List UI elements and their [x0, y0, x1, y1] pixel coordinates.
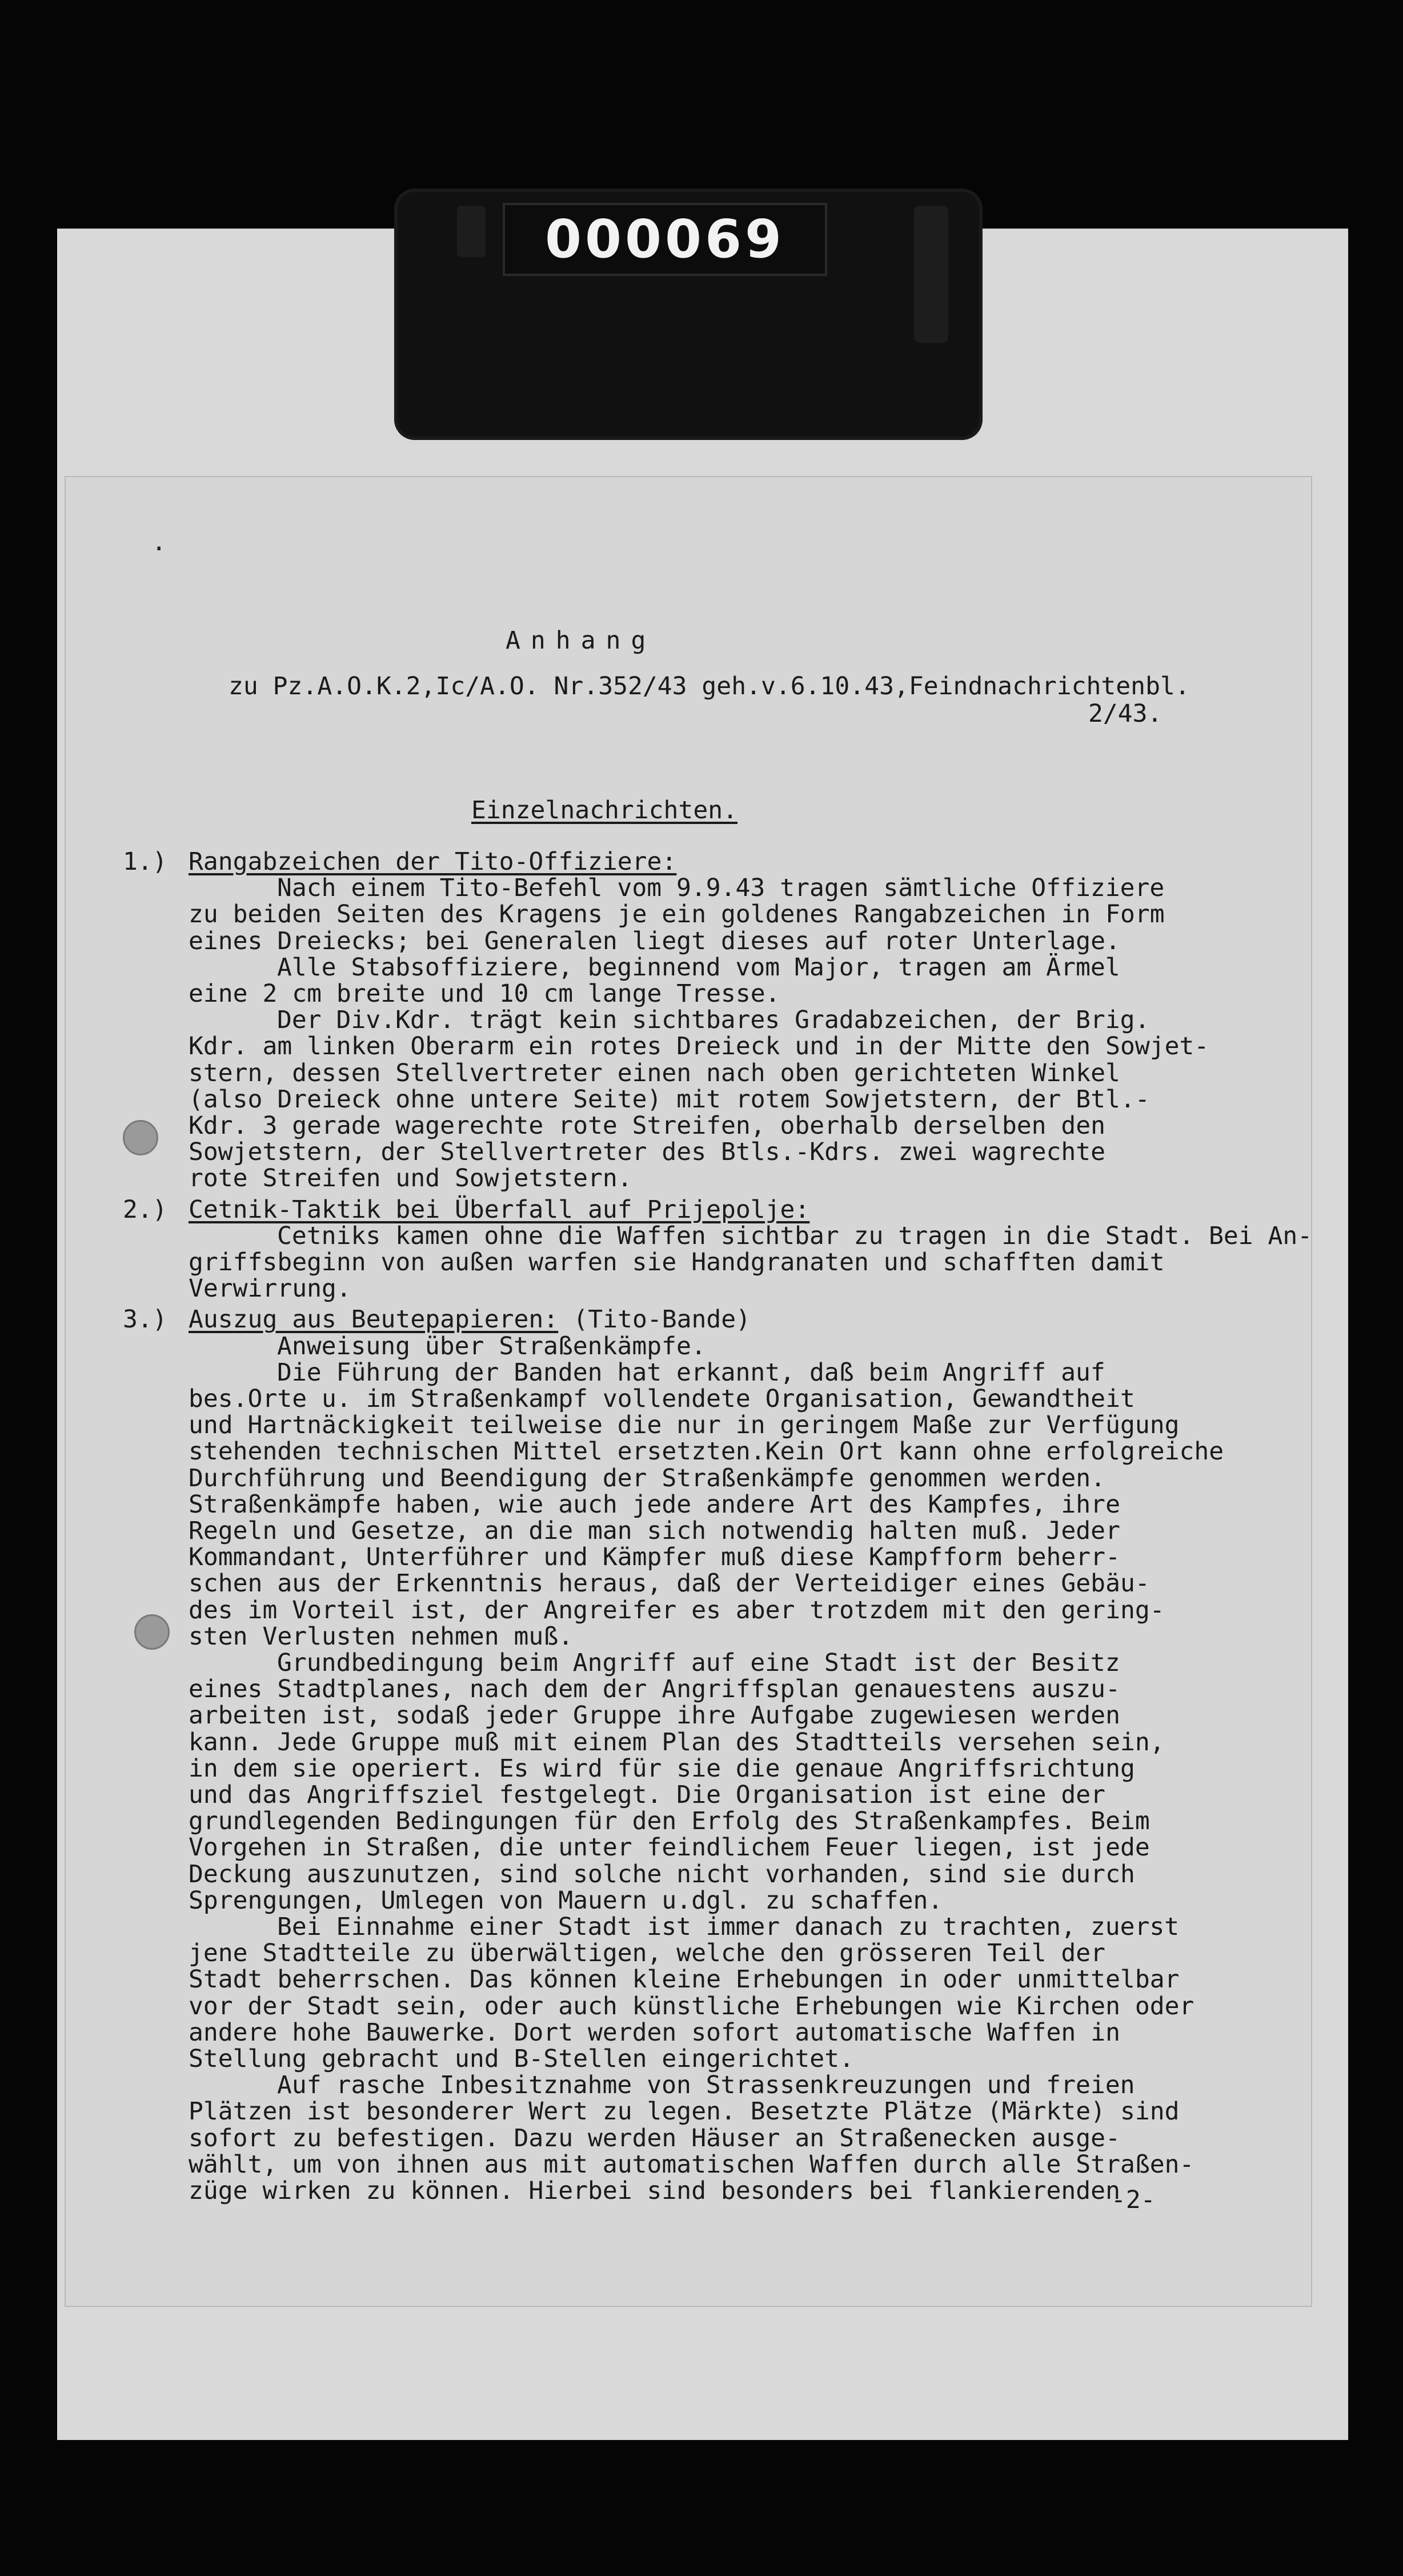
body-line: Verwirrung.: [189, 1274, 351, 1303]
item-heading: Rangabzeichen der Tito-Offiziere:: [189, 847, 677, 876]
body-line: vor der Stadt sein, oder auch künstliche Erhebungen wie Kirchen oder: [189, 1991, 1194, 2021]
stray-mark-dot: ·: [151, 534, 167, 563]
counter-knob-right: [914, 206, 948, 343]
body-line: eine 2 cm breite und 10 cm lange Tresse.: [189, 979, 780, 1008]
body-line: Die Führung der Banden hat erkannt, daß beim Angriff auf: [277, 1358, 1105, 1387]
body-line: rote Streifen und Sowjetstern.: [189, 1164, 632, 1193]
body-line: Anweisung über Straßenkämpfe.: [277, 1331, 706, 1361]
body-line: stehenden technischen Mittel ersetzten.Kein Ort kann ohne erfolgreiche: [189, 1437, 1224, 1466]
body-line: kann. Jede Gruppe muß mit einem Plan des Stadtteils versehen sein,: [189, 1727, 1165, 1757]
body-line: Cetniks kamen ohne die Waffen sichtbar zu tragen in die Stadt. Bei An-: [277, 1221, 1313, 1250]
body-line: züge wirken zu können. Hierbei sind besonders bei flankierenden: [189, 2177, 1120, 2205]
body-line: Kommandant, Unterführer und Kämpfer muß diese Kampfform beherr-: [189, 1543, 1120, 1572]
item-number: 1.): [123, 847, 167, 876]
counter-knob-left: [457, 206, 486, 257]
body-line: Vorgehen in Straßen, die unter feindlichem Feuer liegen, ist jede: [189, 1833, 1150, 1862]
body-line: Nach einem Tito-Befehl vom 9.9.43 tragen sämtliche Offiziere: [277, 874, 1165, 903]
page-continuation: -2-: [1111, 2186, 1156, 2214]
body-line: Regeln und Gesetze, an die man sich notwendig halten muß. Jeder: [189, 1517, 1120, 1545]
body-line: stern, dessen Stellvertreter einen nach oben gerichteten Winkel: [189, 1058, 1120, 1087]
body-line: eines Stadtplanes, nach dem der Angriffsplan genauestens auszu-: [189, 1675, 1120, 1704]
body-line: Alle Stabsoffiziere, beginnend vom Major, tragen am Ärmel: [277, 953, 1120, 982]
body-line: Auf rasche Inbesitznahme von Strassenkreuzungen und freien: [277, 2071, 1135, 2100]
document-page: [66, 477, 1311, 2306]
body-line: Sprengungen, Umlegen von Mauern u.dgl. zu schaffen.: [189, 1886, 943, 1915]
body-line: Deckung auszunutzen, sind solche nicht vorhanden, sind sie durch: [189, 1859, 1135, 1889]
body-line: sten Verlusten nehmen muß.: [189, 1622, 574, 1651]
punch-hole-lower: [134, 1614, 170, 1650]
document-reference-suffix: 2/43.: [1088, 699, 1163, 728]
item-heading: Auszug aus Beutepapieren:: [189, 1305, 559, 1334]
body-line: wählt, um von ihnen aus mit automatischen Waffen durch alle Straßen-: [189, 2150, 1194, 2179]
body-line: Durchführung und Beendigung der Straßenkämpfe genommen werden.: [189, 1463, 1106, 1493]
body-line: Grundbedingung beim Angriff auf eine Stadt ist der Besitz: [277, 1649, 1120, 1677]
body-line: bes.Orte u. im Straßenkampf vollendete Organisation, Gewandtheit: [189, 1385, 1135, 1413]
body-line: griffsbeginn von außen warfen sie Handgranaten und schafften damit: [189, 1248, 1165, 1277]
item-number: 2.): [123, 1195, 167, 1224]
body-line: Straßenkämpfe haben, wie auch jede andere Art des Kampfes, ihre: [189, 1490, 1120, 1519]
body-line: Kdr. 3 gerade wagerechte rote Streifen, oberhalb derselben den: [189, 1111, 1106, 1140]
document-heading: Anhang: [506, 626, 656, 655]
frame-counter-digits: 000069: [544, 209, 785, 270]
body-line: Bei Einnahme einer Stadt ist immer danach zu trachten, zuerst: [277, 1913, 1180, 1941]
body-line: des im Vorteil ist, der Angreifer es aber trotzdem mit den gering-: [189, 1595, 1165, 1625]
body-line: sofort zu befestigen. Dazu werden Häuser an Straßenecken ausge-: [189, 2123, 1120, 2153]
item-heading: Cetnik-Taktik bei Überfall auf Prijepolje:: [189, 1195, 810, 1224]
body-line: in dem sie operiert. Es wird für sie die genaue Angriffsrichtung: [189, 1754, 1135, 1783]
body-line: (also Dreieck ohne untere Seite) mit rotem Sowjetstern, der Btl.-: [189, 1085, 1150, 1114]
item-heading-suffix: (Tito-Bande): [558, 1305, 751, 1334]
punch-hole-upper: [123, 1120, 158, 1155]
section-title: Einzelnachrichten.: [471, 796, 737, 825]
body-line: und Hartnäckigkeit teilweise die nur in geringem Maße zur Verfügung: [189, 1411, 1180, 1440]
body-line: eines Dreiecks; bei Generalen liegt dieses auf roter Unterlage.: [189, 926, 1120, 955]
body-line: Der Div.Kdr. trägt kein sichtbares Gradabzeichen, der Brig.: [277, 1006, 1150, 1035]
body-line: Stadt beherrschen. Das können kleine Erhebungen in oder unmittelbar: [189, 1965, 1180, 1994]
body-line: Kdr. am linken Oberarm ein rotes Dreieck und in der Mitte den Sowjet-: [189, 1032, 1209, 1061]
body-line: jene Stadtteile zu überwältigen, welche den grösseren Teil der: [189, 1939, 1106, 1968]
body-line: grundlegenden Bedingungen für den Erfolg des Straßenkampfes. Beim: [189, 1807, 1150, 1836]
body-line: arbeiten ist, sodaß jeder Gruppe ihre Aufgabe zugewiesen werden: [189, 1701, 1120, 1730]
body-line: und das Angriffsziel festgelegt. Die Organisation ist eine der: [189, 1781, 1106, 1809]
body-line: Stellung gebracht und B-Stellen eingerichtet.: [189, 2045, 854, 2073]
frame-counter: [503, 203, 827, 276]
body-line: schen aus der Erkenntnis heraus, daß der Verteidiger eines Gebäu-: [189, 1569, 1150, 1598]
body-line: zu beiden Seiten des Kragens je ein goldenes Rangabzeichen in Form: [189, 900, 1165, 929]
body-line: Plätzen ist besonderer Wert zu legen. Besetzte Plätze (Märkte) sind: [189, 2097, 1180, 2126]
document-reference: zu Pz.A.O.K.2,Ic/A.O. Nr.352/43 geh.v.6.10.43,Feindnachrichtenbl.: [229, 672, 1190, 701]
item-number: 3.): [123, 1305, 167, 1334]
body-line: Sowjetstern, der Stellvertreter des Btls.-Kdrs. zwei wagrechte: [189, 1138, 1106, 1167]
body-line: andere hohe Bauwerke. Dort werden sofort automatische Waffen in: [189, 2018, 1120, 2047]
